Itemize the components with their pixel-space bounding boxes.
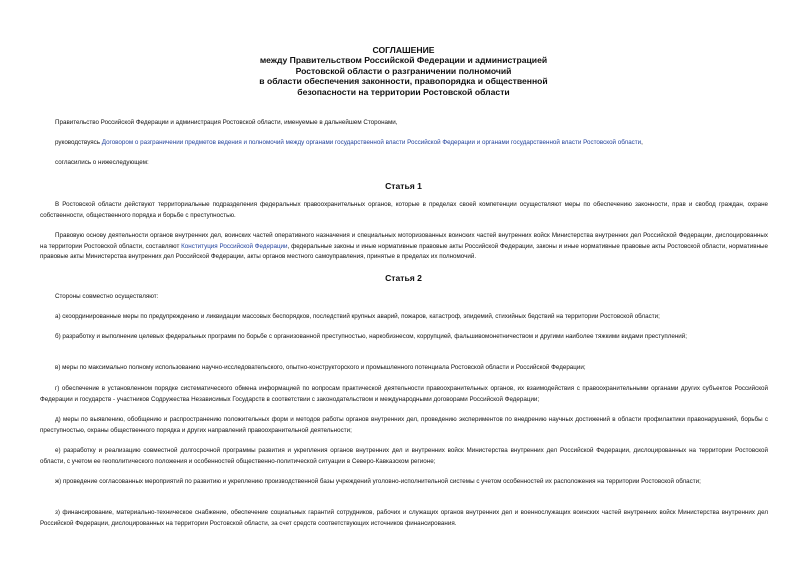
article-1-paragraph-1-text: В Ростовской области действуют территориальные подразделения федеральных правоохранительных органов, которые в пределах своей компетенции осуществляют меры по обеспечению законности, прав и свобод граждан, охране собственности, общественного порядка и борьбе с преступностью. xyxy=(40,201,768,219)
article-2-item-e xyxy=(40,446,768,467)
preamble-parties xyxy=(40,118,768,129)
preamble-guided-prefix: руководствуясь xyxy=(55,139,102,146)
article-2-item-v xyxy=(40,363,768,374)
article-2-item-zh xyxy=(40,477,768,488)
title-line-4: в области обеспечения законности, правопорядка и общественной xyxy=(259,76,548,87)
article-1-paragraph-1 xyxy=(40,200,768,221)
article-2-item-z-text: з) финансирование, материально-техническое снабжение, обеспечение социальных гарантий сотрудников, рабочих и служащих органов внутренних дел и военнослужащих воинских частей внутренних войск Министерства внутренних дел Российской Федерации, дислоцированных на территории Ростовской области, за счет средств соответствующих источников финансирования. xyxy=(40,509,768,527)
preamble-agreed-text: согласились о нижеследующем: xyxy=(55,159,149,166)
document-title xyxy=(100,45,707,97)
constitution-link[interactable]: Конституция Российской Федерации xyxy=(181,242,288,250)
article-1-paragraph-2-prefix: Правовую основу деятельности органов внутренних дел, воинских частей оперативного назначения и специальных моторизованных воинских частей внутренних войск Министерства внутренних дел Российской Федерации, дислоцированных на территории Ростовской области, составляют xyxy=(40,232,768,250)
treaty-link[interactable]: Договором о разграничении предметов ведения и полномочий между органами государственной власти Российской Федерации и органами государственной власти Ростовской области xyxy=(101,139,642,146)
article-2-item-a-text: а) скоординированные меры по предупреждению и ликвидации массовых беспорядков, последствий крупных аварий, пожаров, катастроф, эпидемий, стихийных бедствий на территории Ростовской области; xyxy=(55,313,660,320)
article-2-intro-text: Стороны совместно осуществляют: xyxy=(55,293,159,300)
article-2-item-g-text: г) обеспечение в установленном порядке систематического обмена информацией по вопросам практической деятельности правоохранительных органов, их взаимодействия с правоохранительными органами других субъектов Российской Федерации и государств - участников Содружества Независимых Государств в соответствии с законодательством и международными договорами Российской Федерации; xyxy=(40,385,768,403)
title-line-3: Ростовской области о разграничении полномочий xyxy=(295,65,512,76)
article-2-heading: Статья 2 xyxy=(385,273,422,283)
article-2-item-d xyxy=(40,415,768,436)
article-2-item-e-text: е) разработку и реализацию совместной долгосрочной программы развития и укрепления органов внутренних дел и внутренних войск Министерства внутренних дел Российской Федерации, дислоцированных на территории Ростовской области, с учетом ее геополитического положения и особенностей общественно-политической ситуации в Северо-Кавказском регионе; xyxy=(40,447,768,465)
article-1-paragraph-2-suffix: , федеральные законы и иные нормативные правовые акты Российской Федерации, законы и иные нормативные правовые акты Ростовской области, нормативные правовые акты Министерства внутренних дел Российской Федерации, акты органов местного самоуправления, принятые в пределах их полномочий. xyxy=(40,242,768,261)
article-2-item-d-text: д) меры по выявлению, обобщению и распространению положительных форм и методов работы органов внутренних дел, проведению экспериментов по внедрению научных достижений в области профилактики правонарушений, борьбы с преступностью, охраны общественного порядка и других направлений правоохранительной деятельности; xyxy=(40,416,768,434)
article-2-item-zh-text: ж) проведение согласованных мероприятий по развитию и укреплению производственной базы учреждений уголовно-исполнительной системы с учетом особенностей их расположения на территории Ростовской области; xyxy=(55,478,701,485)
preamble-guided xyxy=(40,138,768,149)
preamble-guided-suffix: , xyxy=(641,139,643,146)
article-2-item-g xyxy=(40,384,768,405)
preamble-agreed xyxy=(40,158,768,169)
title-line-5: безопасности на территории Ростовской области xyxy=(297,86,510,97)
article-2-item-b xyxy=(40,332,768,343)
title-line-1: СОГЛАШЕНИЕ xyxy=(372,45,435,55)
article-2-item-v-text: в) меры по максимально полному использованию научно-исследовательского, опытно-конструкторского и промышленного потенциала Ростовской области и Российской Федерации; xyxy=(55,364,586,371)
article-2-item-z xyxy=(40,508,768,529)
article-1-heading: Статья 1 xyxy=(385,181,422,191)
title-line-2: между Правительством Российской Федерации и администрацией xyxy=(259,55,548,66)
preamble-parties-text: Правительство Российской Федерации и администрация Ростовской области, именуемые в дальнейшем Сторонами, xyxy=(55,119,398,126)
article-2-item-b-text: б) разработку и выполнение целевых федеральных программ по борьбе с организованной преступностью, наркобизнесом, коррупцией, фальшивомонетничеством и другими наиболее тяжкими видами преступлений; xyxy=(55,333,688,340)
article-1-paragraph-2 xyxy=(40,231,768,263)
article-2-item-a xyxy=(40,312,768,323)
article-2-intro xyxy=(40,292,768,303)
